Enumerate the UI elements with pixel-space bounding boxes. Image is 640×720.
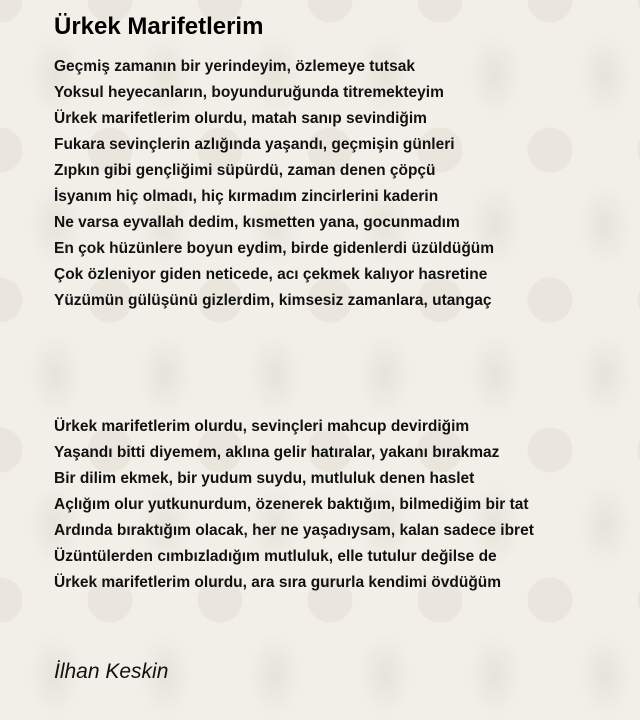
- verse-line: Üzüntülerden cımbızladığım mutluluk, elle tutulur değilse de: [54, 548, 497, 565]
- verse-line: Açlığım olur yutkunurdum, özenerek baktığım, bilmediğim bir tat: [54, 496, 529, 513]
- verse-line: Fukara sevinçlerin azlığında yaşandı, geçmişin günleri: [54, 136, 455, 153]
- verse-line: Ardında bıraktığım olacak, her ne yaşadıysam, kalan sadece ibret: [54, 522, 534, 539]
- verse-line: İsyanım hiç olmadı, hiç kırmadım zincirlerini kaderin: [54, 188, 439, 205]
- stanza-2: [54, 414, 534, 596]
- verse-line: Çok özleniyor giden neticede, acı çekmek kalıyor hasretine: [54, 266, 488, 283]
- verse-line: Ürkek marifetlerim olurdu, matah sanıp sevindiğim: [54, 110, 427, 127]
- stanza-1: [54, 54, 494, 314]
- verse-line: Bir dilim ekmek, bir yudum suydu, mutluluk denen haslet: [54, 470, 475, 487]
- poem-title: Ürkek Marifetlerim: [54, 13, 264, 40]
- verse-line: Ürkek marifetlerim olurdu, sevinçleri mahcup devirdiğim: [54, 418, 470, 435]
- verse-line: En çok hüzünlere boyun eydim, birde gidenlerdi üzüldüğüm: [54, 240, 495, 257]
- verse-line: Yüzümün gülüşünü gizlerdim, kimsesiz zamanlara, utangaç: [54, 292, 492, 309]
- verse-line: Yaşandı bitti diyemem, aklına gelir hatıralar, yakanı bırakmaz: [54, 444, 500, 461]
- verse-line: Ürkek marifetlerim olurdu, ara sıra gururla kendimi övdüğüm: [54, 574, 502, 591]
- verse-line: Ne varsa eyvallah dedim, kısmetten yana, gocunmadım: [54, 214, 460, 231]
- poem-author: İlhan Keskin: [54, 660, 169, 683]
- verse-line: Geçmiş zamanın bir yerindeyim, özlemeye tutsak: [54, 58, 415, 75]
- verse-line: Zıpkın gibi gençliğimi süpürdü, zaman denen çöpçü: [54, 162, 436, 179]
- verse-line: Yoksul heyecanların, boyunduruğunda titremekteyim: [54, 84, 444, 101]
